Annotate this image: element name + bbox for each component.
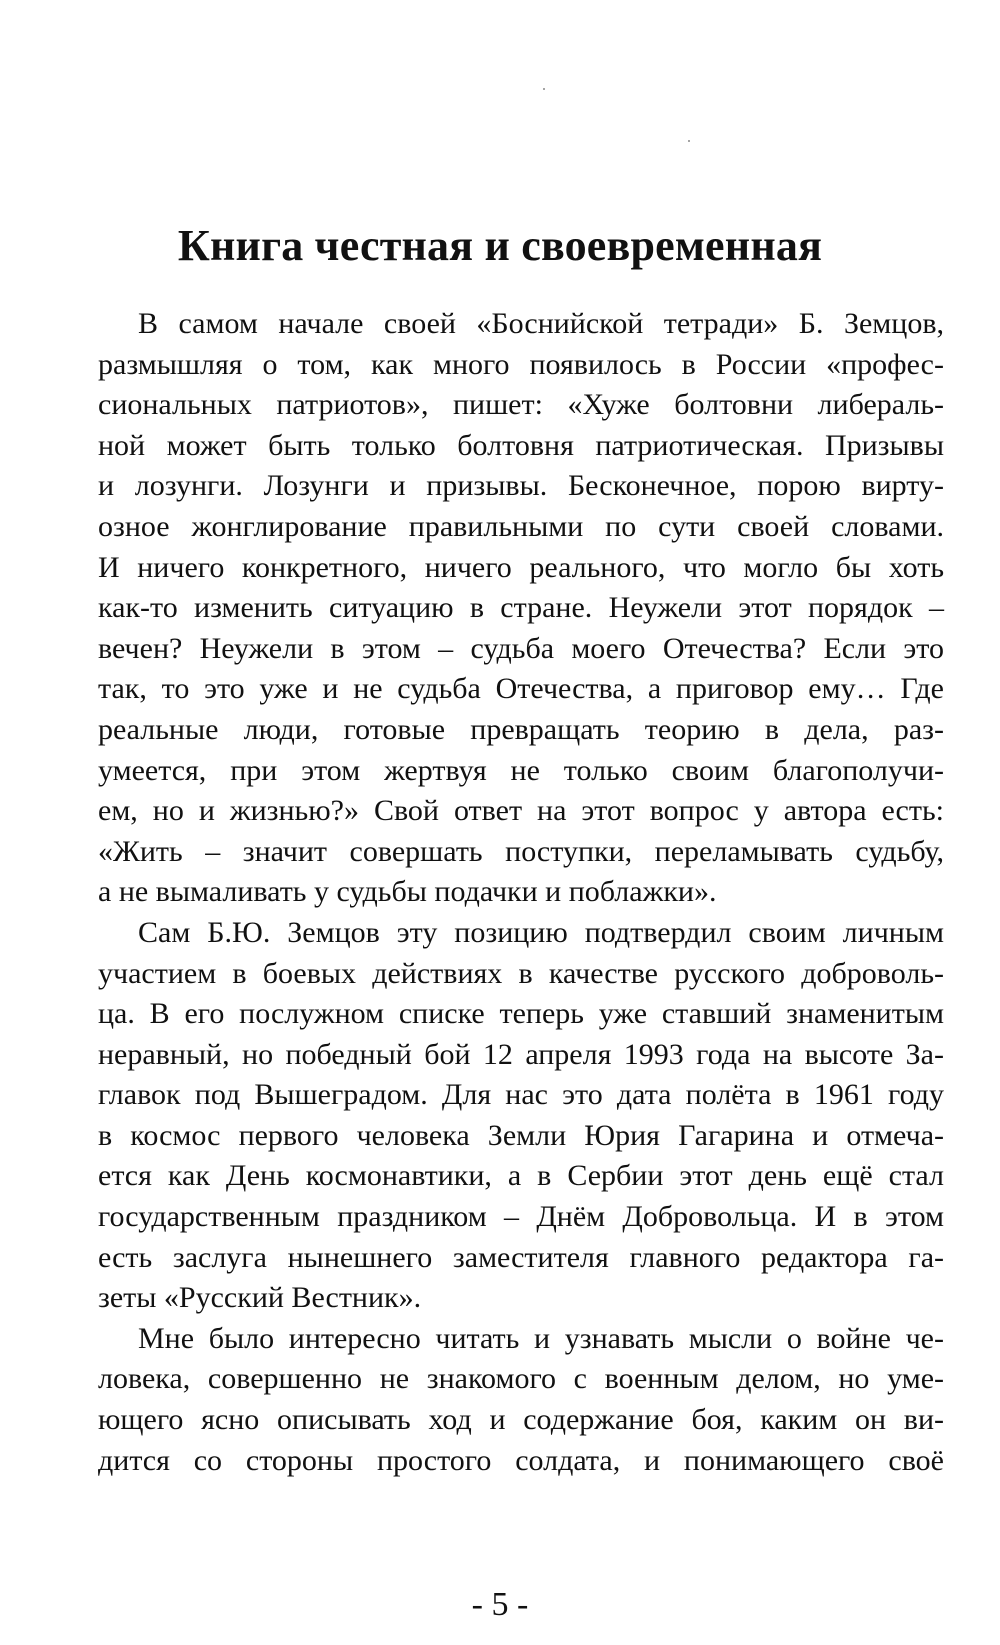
paragraph-1	[58, 304, 944, 913]
paragraph-2	[58, 913, 944, 1319]
text-line: а не вымаливать у судьбы подачки и поблажки».	[98, 875, 717, 909]
text-line: ной может быть только болтовня патриотическая. Призывы	[98, 428, 944, 462]
text-line: реальные люди, готовые превращать теорию в дела, раз-	[98, 712, 944, 746]
text-line: умеется, при этом жертвуя не только своим благополучи-	[98, 753, 944, 787]
text-line: размышляя о том, как много появилось в России «профес-	[98, 347, 944, 381]
text-line: Мне было интересно читать и узнавать мысли о войне че-	[138, 1321, 944, 1355]
text-line: Сам Б.Ю. Земцов эту позицию подтвердил своим личным	[138, 915, 944, 949]
text-line: озное жонглирование правильными по сути своей словами.	[98, 509, 944, 543]
text-line: ловека, совершенно не знакомого с военным делом, но уме-	[98, 1362, 944, 1396]
text-line: ем, но и жизнью?» Свой ответ на этот вопрос у автора есть:	[98, 794, 944, 828]
body-text	[58, 304, 944, 1481]
text-line: так, то это уже и не судьба Отечества, а приговор ему… Где	[98, 672, 944, 706]
text-line: участием в боевых действиях в качестве русского доброволь-	[98, 956, 944, 990]
text-line: ющего ясно описывать ход и содержание боя, каким он ви-	[98, 1403, 944, 1437]
text-line: зеты «Русский Вестник».	[98, 1281, 422, 1315]
text-line: есть заслуга нынешнего заместителя главного редактора га-	[98, 1240, 944, 1274]
text-line: ется как День космонавтики, а в Сербии этот день ещё стал	[98, 1159, 944, 1193]
text-line: главок под Вышеградом. Для нас это дата полёта в 1961 году	[98, 1078, 944, 1112]
chapter-title: Книга честная и своевременная	[177, 221, 823, 270]
page-number: - 5 -	[471, 1586, 529, 1623]
text-line: И ничего конкретного, ничего реального, что могло бы хоть	[98, 550, 944, 584]
paragraph-3	[58, 1319, 944, 1481]
text-line: в космос первого человека Земли Юрия Гагарина и отмеча-	[98, 1118, 944, 1152]
scan-speck	[688, 140, 690, 142]
text-line: как-то изменить ситуацию в стране. Неужели этот порядок –	[98, 591, 944, 625]
text-line: сиональных патриотов», пишет: «Хуже болтовни либераль-	[98, 388, 944, 422]
text-line: дится со стороны простого солдата, и понимающего своё	[98, 1443, 944, 1477]
text-line: «Жить – значит совершать поступки, переламывать судьбу,	[98, 834, 944, 868]
text-line: неравный, но победный бой 12 апреля 1993 года на высоте За-	[98, 1037, 944, 1071]
scan-speck	[543, 88, 545, 90]
text-line: ца. В его послужном списке теперь уже ставший знаменитым	[98, 997, 944, 1031]
text-line: государственным праздником – Днём Добровольца. И в этом	[98, 1200, 944, 1234]
text-line: и лозунги. Лозунги и призывы. Бесконечное, порою вирту-	[98, 469, 944, 503]
text-line: вечен? Неужели в этом – судьба моего Отечества? Если это	[98, 631, 944, 665]
text-line: В самом начале своей «Боснийской тетради» Б. Земцов,	[138, 307, 944, 340]
